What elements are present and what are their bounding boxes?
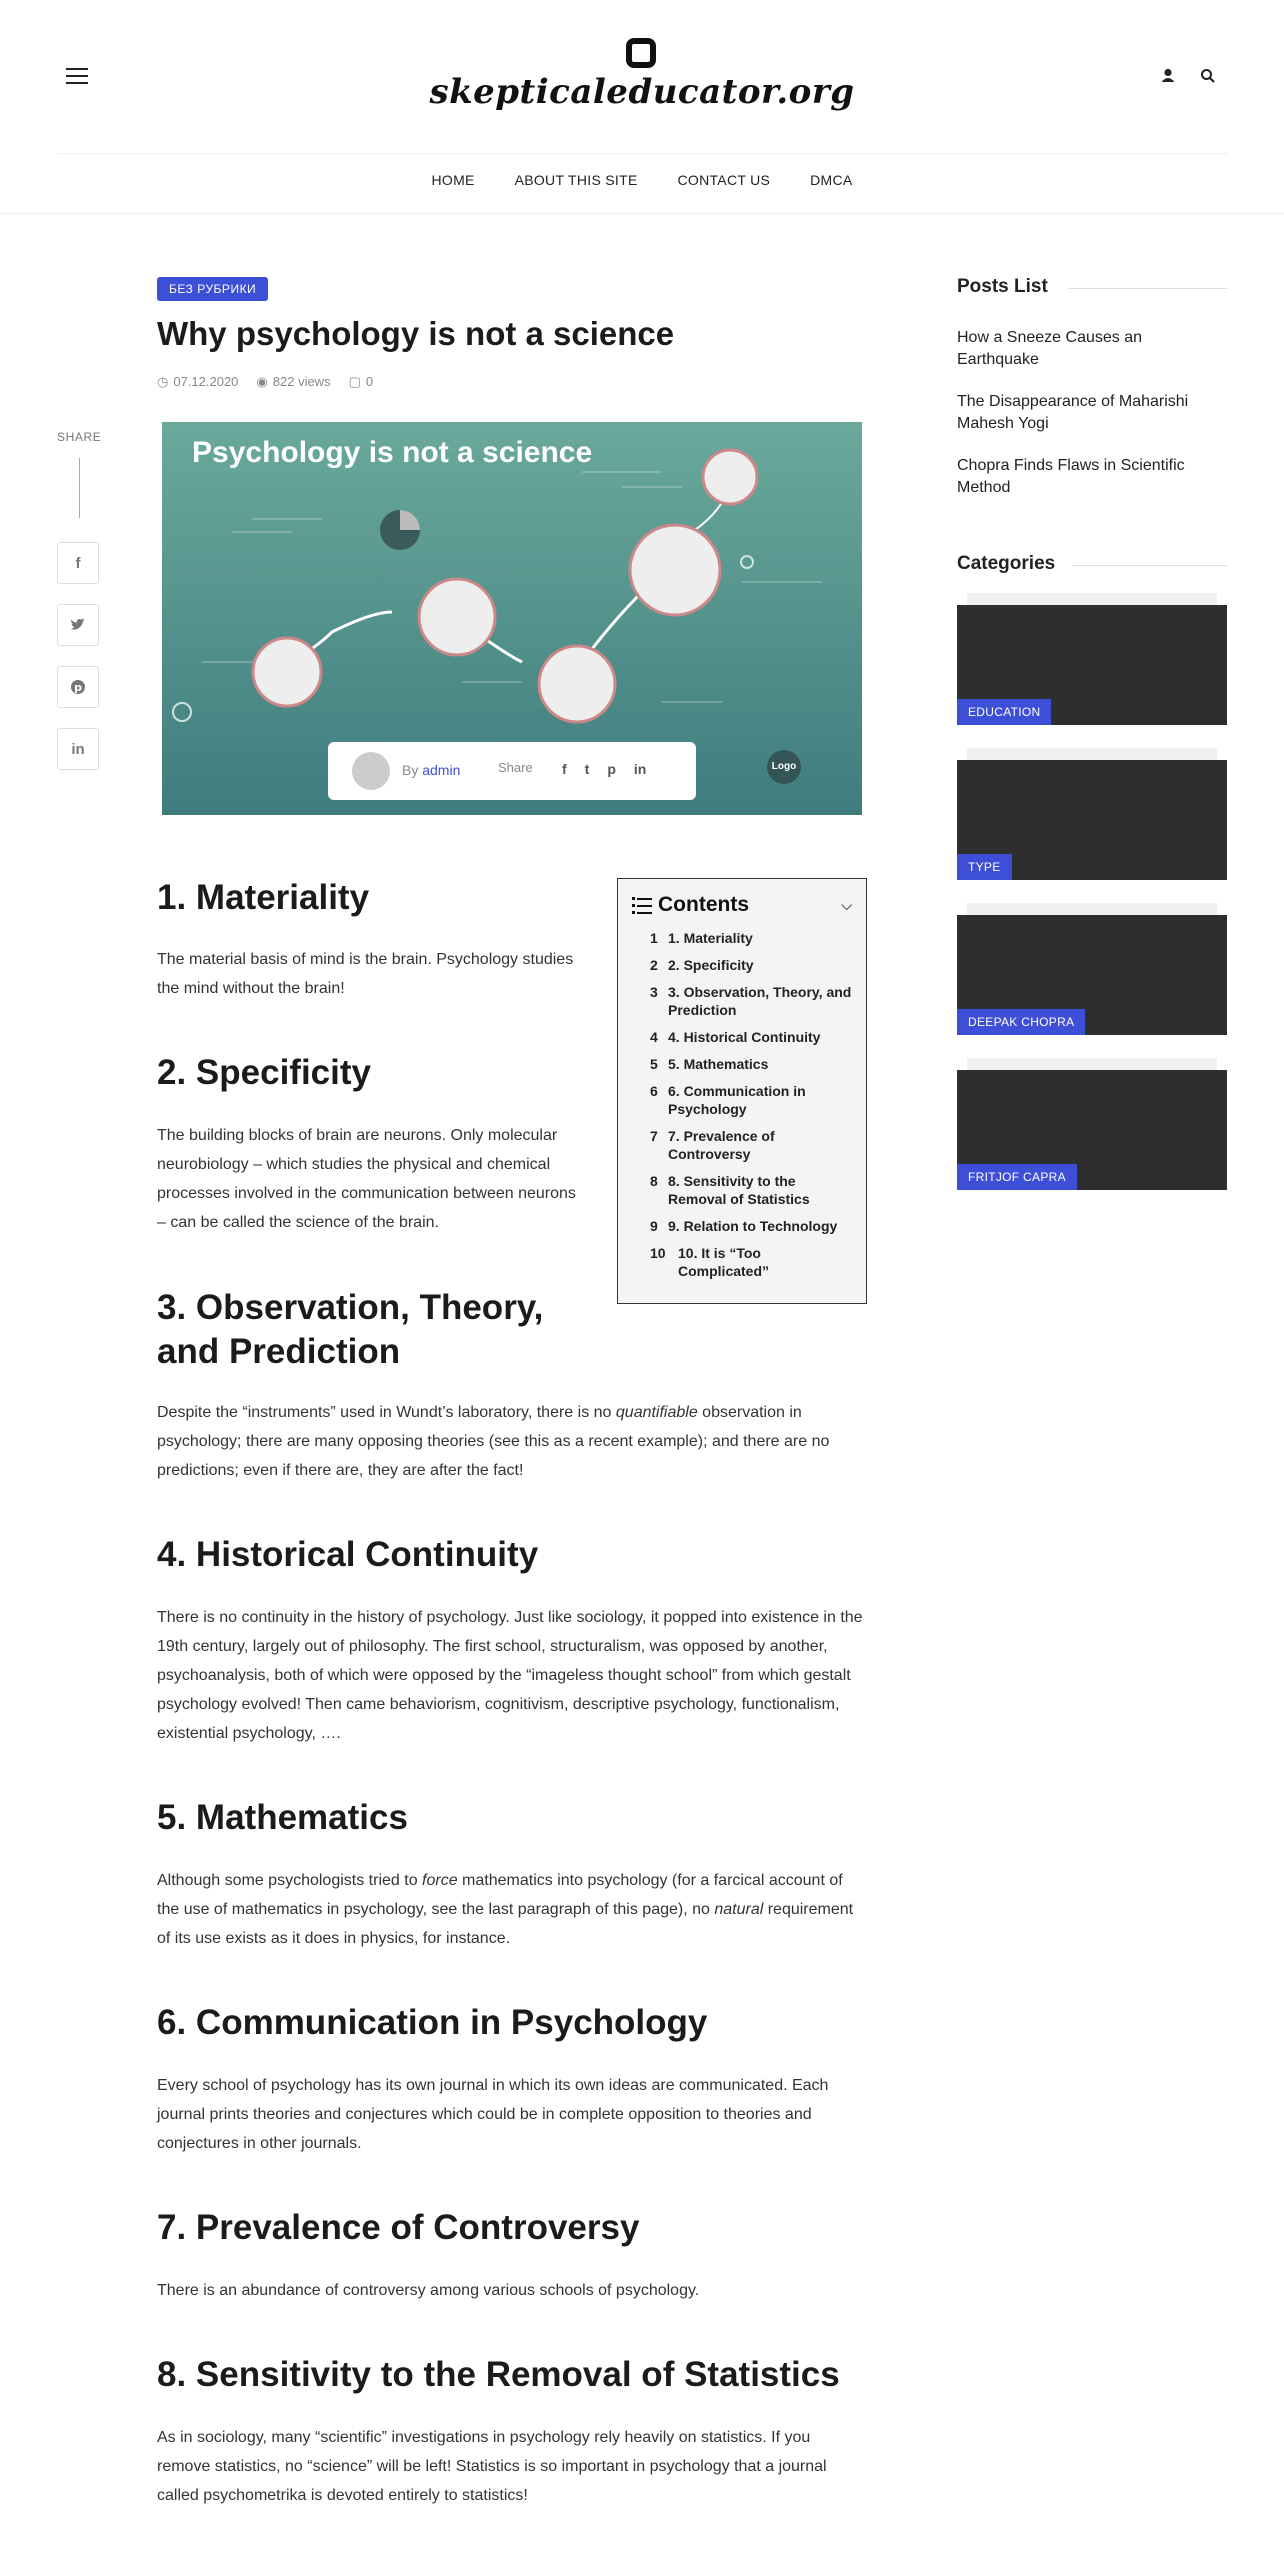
- comment-icon: ▢: [348, 374, 361, 389]
- share-pinterest-button[interactable]: [57, 666, 99, 708]
- hero-logo: Logo: [767, 750, 801, 784]
- category-label: FRITJOF CAPRA: [957, 1164, 1077, 1190]
- header-divider: [57, 153, 1227, 154]
- post-title: Why psychology is not a science: [157, 315, 675, 352]
- category-card[interactable]: [957, 1070, 1227, 1190]
- toc-title: Contents: [658, 893, 749, 916]
- clock-icon: ◷: [157, 374, 169, 389]
- category-card[interactable]: [957, 760, 1227, 880]
- avatar[interactable]: [352, 752, 390, 790]
- share-divider: [79, 458, 80, 518]
- toc-item[interactable]: 10 10. It is “Too Complicated”: [650, 1245, 770, 1279]
- section-body-mathematics: Although some psychologists tried to force mathematics into psychology (for a farcical account of the use of mathematics in psychology, see the last paragraph of this page), no natural requirement of its use exists as it does in physics, for instance.: [157, 1872, 854, 1947]
- category-label: TYPE: [957, 854, 1012, 880]
- section-heading-controversy: 7. Prevalence of Controversy: [157, 2208, 640, 2247]
- section-body-specificity: The building blocks of brain are neurons. Only molecular neurobiology – which studies the physical and chemical processes involved in the communication between neurons – can be called the science of the brain.: [157, 1127, 576, 1231]
- section-heading-mathematics: 5. Mathematics: [157, 1798, 408, 1837]
- post-link[interactable]: How a Sneeze Causes an Earthquake: [957, 329, 1142, 368]
- nav-contact[interactable]: CONTACT US: [677, 172, 771, 188]
- section-heading-materiality: 1. Materiality: [157, 878, 370, 917]
- facebook-icon[interactable]: f: [562, 761, 567, 777]
- search-icon[interactable]: [1198, 66, 1218, 86]
- twitter-icon: [70, 618, 86, 632]
- hero-author-bar: [328, 742, 696, 800]
- linkedin-icon[interactable]: in: [633, 761, 647, 777]
- user-icon[interactable]: [1158, 66, 1178, 86]
- pinterest-icon: [70, 679, 86, 695]
- toc-item[interactable]: 1 1. Materiality: [650, 930, 753, 946]
- site-logo[interactable]: skepticaleducator.org: [429, 72, 855, 112]
- section-body-statistics: As in sociology, many “scientific” investigations in psychology rely heavily on statistics. If you remove statistics, no “science” will be left! Statistics is so important in psychology that a journal called psychometrika is devoted entirely to statistics!: [157, 2429, 827, 2504]
- svg-text:p: p: [74, 681, 82, 694]
- eye-icon: ◉: [256, 374, 268, 389]
- section-body-communication: Every school of psychology has its own journal in which its own ideas are communicated. Each journal prints theories and conjectures which could be in complete opposition to theories and conjectures in other journals.: [157, 2077, 829, 2152]
- section-heading-communication: 6. Communication in Psychology: [157, 2003, 708, 2042]
- post-link[interactable]: Chopra Finds Flaws in Scientific Method: [957, 457, 1185, 496]
- post-views: 822 views: [272, 374, 331, 389]
- section-heading-specificity: 2. Specificity: [157, 1053, 371, 1092]
- post-meta: [157, 374, 373, 390]
- posts-list-title: Posts List: [957, 276, 1048, 297]
- post-link[interactable]: The Disappearance of Maharishi Mahesh Yogi: [957, 393, 1189, 432]
- toc-item[interactable]: 5 5. Mathematics: [650, 1056, 769, 1072]
- posts-list-divider: [1068, 288, 1227, 289]
- section-heading-historical-continuity: 4. Historical Continuity: [157, 1535, 539, 1574]
- logo-icon[interactable]: [626, 38, 656, 68]
- category-label: EDUCATION: [957, 699, 1051, 725]
- nav-dmca[interactable]: DMCA: [810, 172, 853, 188]
- post-comments: 0: [365, 374, 374, 389]
- linkedin-icon: in: [71, 740, 85, 758]
- category-label: DEEPAK CHOPRA: [957, 1009, 1085, 1035]
- pinterest-icon[interactable]: p: [607, 761, 616, 777]
- author-link[interactable]: admin: [422, 762, 461, 778]
- nav-about[interactable]: ABOUT THIS SITE: [514, 172, 638, 188]
- share-rail: [57, 430, 101, 790]
- main-nav: [0, 172, 1284, 188]
- toc-item[interactable]: 7 7. Prevalence of Controversy: [650, 1128, 775, 1162]
- category-badge[interactable]: БЕЗ РУБРИКИ: [157, 277, 268, 301]
- twitter-icon[interactable]: t: [584, 761, 590, 777]
- hero-title: Psychology is not a science: [192, 436, 593, 469]
- section-body-controversy: There is an abundance of controversy among various schools of psychology.: [157, 2282, 700, 2299]
- hero-share-label: Share: [498, 760, 533, 775]
- toc-list: [632, 929, 852, 1280]
- share-facebook-button[interactable]: [57, 542, 99, 584]
- share-twitter-button[interactable]: [57, 604, 99, 646]
- share-label: SHARE: [57, 430, 102, 444]
- table-of-contents: [617, 878, 867, 1304]
- category-card[interactable]: [957, 915, 1227, 1035]
- by-label: By: [402, 762, 419, 778]
- section-body-historical-continuity: There is no continuity in the history of psychology. Just like sociology, it popped into existence in the 19th century, largely out of philosophy. The first school, structuralism, was opposed by another, psychoanalysis, both of which were opposed by the “imageless thought school” from which gestalt psychology evolved! Then came behaviorism, cognitivism, descriptive psychology, functionalism, existential psychology, ….: [157, 1609, 863, 1742]
- chevron-down-icon[interactable]: ⌵: [841, 896, 852, 913]
- section-body-observation: Despite the “instruments” used in Wundt’s laboratory, there is no quantifiable observation in psychology; there are many opposing theories (see this as a recent example); and there are no predictions; even if there are, they are after the fact!: [157, 1404, 830, 1479]
- nav-home[interactable]: HOME: [431, 172, 475, 188]
- toc-item[interactable]: 3 3. Observation, Theory, and Prediction: [650, 984, 852, 1018]
- category-card[interactable]: [957, 605, 1227, 725]
- share-linkedin-button[interactable]: [57, 728, 99, 770]
- categories-divider: [1072, 565, 1227, 566]
- toc-item[interactable]: 8 8. Sensitivity to the Removal of Statistics: [650, 1173, 810, 1207]
- section-heading-statistics: 8. Sensitivity to the Removal of Statistics: [157, 2355, 840, 2394]
- toc-item[interactable]: 2 2. Specificity: [650, 957, 754, 973]
- site-header: [0, 0, 1284, 214]
- section-heading-observation: 3. Observation, Theory, and Prediction: [157, 1288, 544, 1371]
- toc-item[interactable]: 6 6. Communication in Psychology: [650, 1083, 806, 1117]
- list-icon: [632, 895, 652, 915]
- categories-title: Categories: [957, 553, 1056, 574]
- facebook-icon: f: [75, 554, 81, 572]
- post-date: 07.12.2020: [173, 374, 239, 389]
- toc-item[interactable]: 9 9. Relation to Technology: [650, 1218, 838, 1234]
- toc-item[interactable]: 4 4. Historical Continuity: [650, 1029, 821, 1045]
- hero-image[interactable]: [162, 422, 862, 815]
- section-body-materiality: The material basis of mind is the brain. Psychology studies the mind without the brain!: [157, 951, 574, 997]
